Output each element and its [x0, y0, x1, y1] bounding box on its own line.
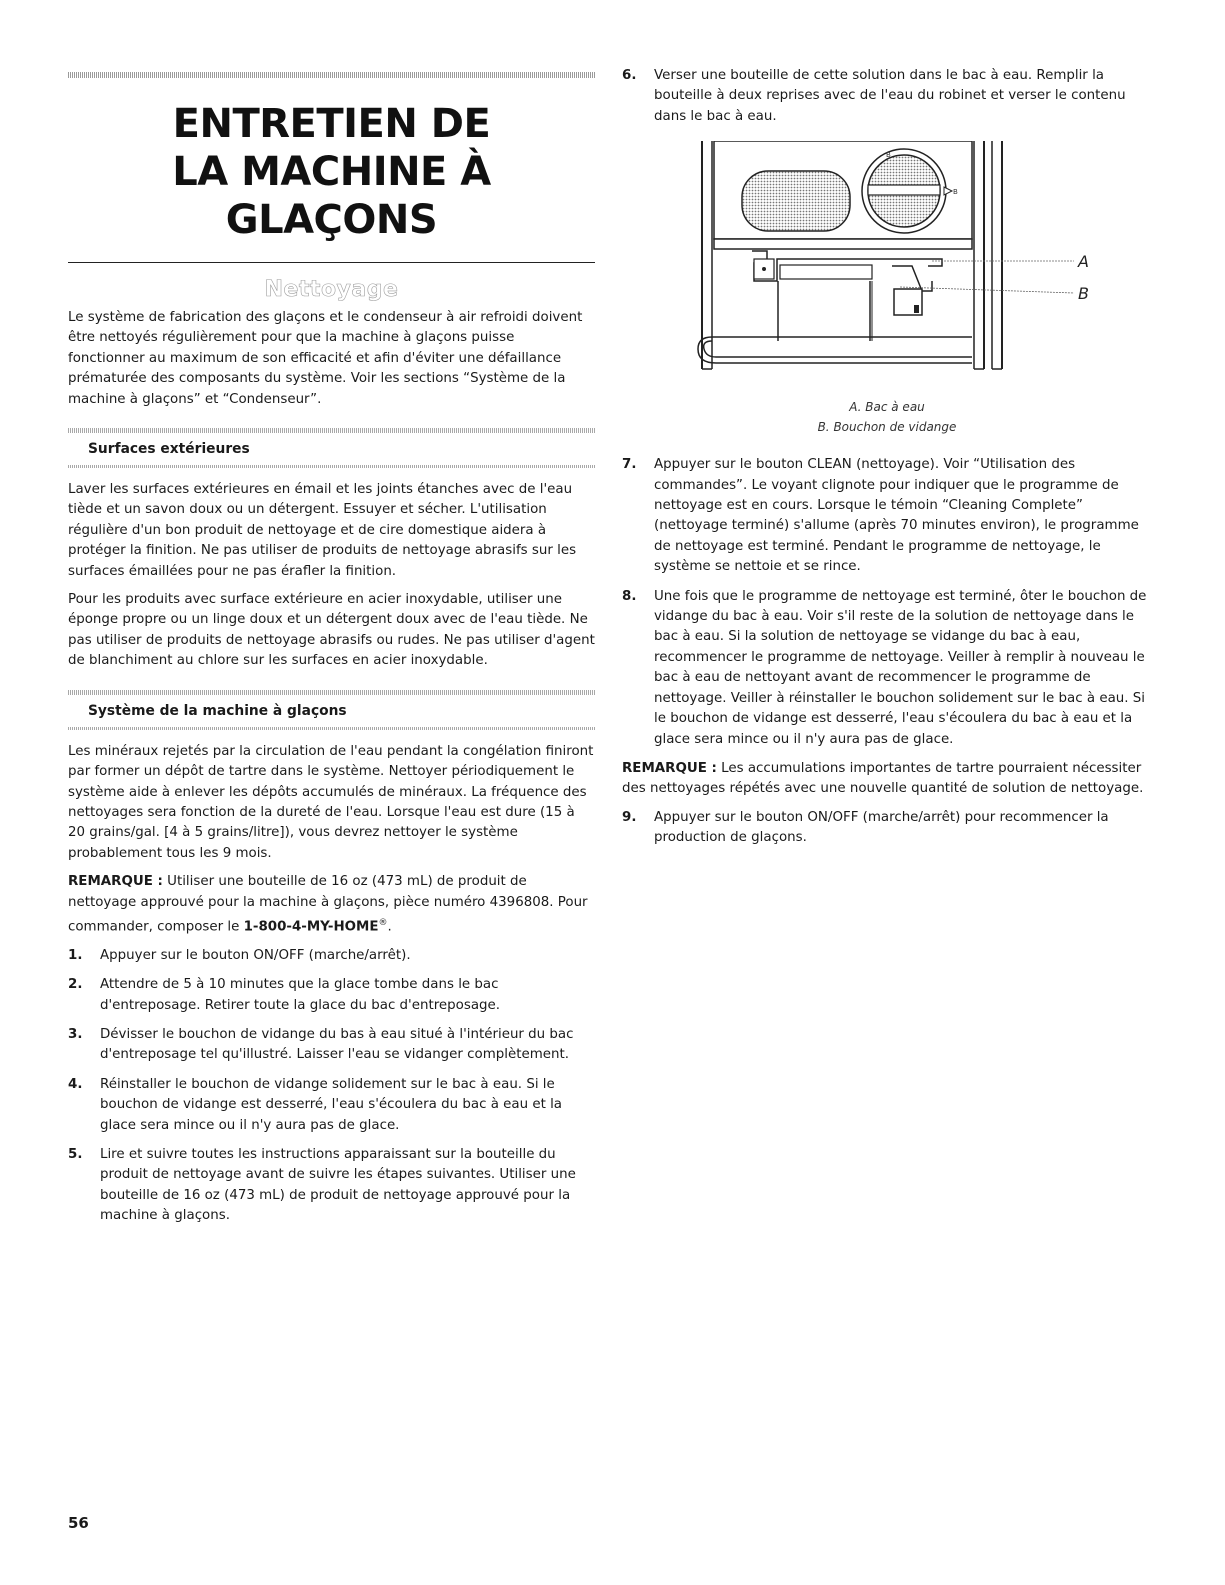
- step-text: Appuyer sur le bouton ON/OFF (marche/arrêt) pour recommencer la production de glaçons.: [654, 809, 1109, 846]
- exterior-paragraph-2: Pour les produits avec surface extérieure en acier inoxydable, utiliser une éponge propre ou un linge doux et un détergent doux avec de l'eau tiède. Ne pas utiliser de produits de nettoyage abrasifs ou rudes. Ne pas utiliser d'agent de blanchiment au chlore sur les surfaces en acier inoxydable.: [68, 592, 595, 669]
- caption-b: B. Bouchon de vidange: [817, 420, 957, 435]
- water-trough-diagram: [682, 141, 1112, 391]
- right-column: [622, 0, 1152, 858]
- step-item: [68, 946, 595, 966]
- system-heading: Système de la machine à glaçons: [88, 702, 347, 719]
- caption-a: A. Bac à eau: [849, 400, 925, 415]
- title-bottom-rule: [68, 262, 595, 263]
- phone-registered-mark: ®: [378, 917, 388, 928]
- step-number: 4.: [68, 1076, 83, 1092]
- ice-machine-illustration: [682, 141, 1112, 391]
- label-b: B: [1078, 284, 1089, 304]
- step-item: [68, 1145, 595, 1227]
- left-column: [68, 0, 595, 1236]
- step-item: [68, 1025, 595, 1066]
- title-top-rule: [68, 72, 595, 78]
- step-item: [68, 975, 595, 1016]
- step-text: Lire et suivre toutes les instructions apparaissant sur la bouteille du produit de nettoyage avant de suivre les étapes suivantes. Utiliser une bouteille de 16 oz (473 mL) de produit de nettoyage approuvé pour la machine à glaçons.: [100, 1147, 576, 1224]
- step-item: [622, 66, 1152, 127]
- step-text: Dévisser le bouchon de vidange du bas à eau situé à l'intérieur du bac d'entreposage tel qu'illustré. Laisser l'eau se vidanger complètement.: [100, 1027, 574, 1063]
- step-item: [622, 808, 1152, 849]
- step-number: 5.: [68, 1147, 83, 1163]
- figure-caption: [622, 397, 1152, 437]
- note-end: .: [387, 919, 392, 935]
- step-number: 2.: [68, 977, 83, 993]
- phone-number: 1-800-4-MY-HOME: [243, 919, 379, 935]
- step-text: Appuyer sur le bouton ON/OFF (marche/arrêt).: [100, 947, 411, 963]
- exterior-heading: Surfaces extérieures: [88, 441, 250, 458]
- svg-text:B: B: [886, 151, 891, 160]
- exterior-heading-block: [68, 428, 595, 468]
- steps-list-left: [68, 946, 595, 1227]
- step-item: [622, 587, 1152, 750]
- steps-list-right: [622, 455, 1152, 750]
- page-number: 56: [68, 1514, 89, 1532]
- note-label: REMARQUE :: [622, 760, 717, 776]
- exterior-heading-bottom-rule: [68, 465, 595, 468]
- page-title-line-1: ENTRETIEN DE: [172, 101, 491, 147]
- step-number: 6.: [622, 68, 637, 83]
- step-text: Appuyer sur le bouton CLEAN (nettoyage). Voir “Utilisation des commandes”. Le voyant clignote pour indiquer que le programme de nettoyage est en cours. Lorsque le témoin “Cleaning Complete” (nettoyage terminé) s'allume (après 70 minutes environ), le programme de nettoyage est terminé. Pendant le programme de nettoyage, le système se nettoie et se rince.: [654, 457, 1139, 575]
- step-item: [68, 1075, 595, 1136]
- intro-paragraph: Le système de fabrication des glaçons et le condenseur à air refroidi doivent être nettoyés régulièrement pour que la machine à glaçons puisse fonctionner au maximum de son efficacité et afin d'éviter une défaillance prématurée des composants du système. Voir les sections “Système de la machine à glaçons” et “Condenseur”.: [68, 310, 583, 407]
- second-note: [622, 759, 1152, 800]
- system-note: [68, 872, 595, 938]
- step-number: 8.: [622, 588, 637, 604]
- step-text: Verser une bouteille de cette solution dans le bac à eau. Remplir la bouteille à deux reprises avec de l'eau du robinet et verser le contenu dans le bac à eau.: [654, 68, 1126, 124]
- steps-list-right-top: [622, 66, 1152, 127]
- system-paragraph: Les minéraux rejetés par la circulation de l'eau pendant la congélation finiront par former un dépôt de tartre dans le système. Nettoyer périodiquement le système aide à enlever les dépôts accumulés de minéraux. La fréquence des nettoyages sera fonction de la dureté de l'eau. Lorsque l'eau est dure (15 à 20 grains/gal. [4 à 5 grains/litre]), vous devrez nettoyer le système probablement tous les 9 mois.: [68, 743, 594, 861]
- step-number: 1.: [68, 947, 83, 963]
- step-number: 7.: [622, 457, 637, 473]
- step-number: 3.: [68, 1027, 83, 1043]
- section-title: Nettoyage: [264, 277, 399, 302]
- note-text: Les accumulations importantes de tartre pourraient nécessiter des nettoyages répétés avec une nouvelle quantité de solution de nettoyage.: [622, 760, 1144, 797]
- note-text: Utiliser une bouteille de 16 oz (473 mL) de produit de nettoyage approuvé pour la machine à glaçons, pièce numéro 4396808. Pour commander, composer le: [68, 874, 588, 935]
- svg-text:B: B: [953, 188, 958, 197]
- step-text: Attendre de 5 à 10 minutes que la glace tombe dans le bac d'entreposage. Retirer toute la glace du bac d'entreposage.: [100, 977, 501, 1013]
- step-number: 9.: [622, 809, 637, 825]
- system-heading-bottom-rule: [68, 727, 595, 730]
- note-label: REMARQUE :: [68, 874, 163, 890]
- step-text: Réinstaller le bouchon de vidange solidement sur le bac à eau. Si le bouchon de vidange est desserré, l'eau s'écoulera du bac à eau et la glace sera mince ou il n'y aura pas de glace.: [100, 1076, 563, 1133]
- step-text: Une fois que le programme de nettoyage est terminé, ôter le bouchon de vidange du bac à eau. Voir s'il reste de la solution de nettoyage dans le bac à eau. Si la solution de nettoyage se vidange du bac à eau, recommencer le programme de nettoyage. Veiller à remplir à nouveau le bac à eau de nettoyant avant de recommencer le programme de nettoyage. Veiller à réinstaller le bouchon solidement sur le bac à eau. Si le bouchon de vidange est desserré, l'eau s'écoulera du bac à eau et la glace sera mince ou il n'y aura pas de glace.: [654, 588, 1147, 747]
- step-item: [622, 455, 1152, 577]
- page-title: [68, 100, 595, 244]
- exterior-paragraph-1: Laver les surfaces extérieures en émail et les joints étanches avec de l'eau tiède et un savon doux ou un détergent. Essuyer et sécher. L'utilisation régulière d'un bon produit de nettoyage et de cire domestique aidera à protéger la finition. Ne pas utiliser de produits de nettoyage abrasifs sur les surfaces émaillées pour ne pas érafler la finition.: [68, 482, 577, 579]
- steps-list-right-bottom: [622, 808, 1152, 849]
- system-heading-block: [68, 690, 595, 730]
- label-a: A: [1078, 252, 1089, 272]
- page-title-line-2: LA MACHINE À GLAÇONS: [172, 149, 491, 243]
